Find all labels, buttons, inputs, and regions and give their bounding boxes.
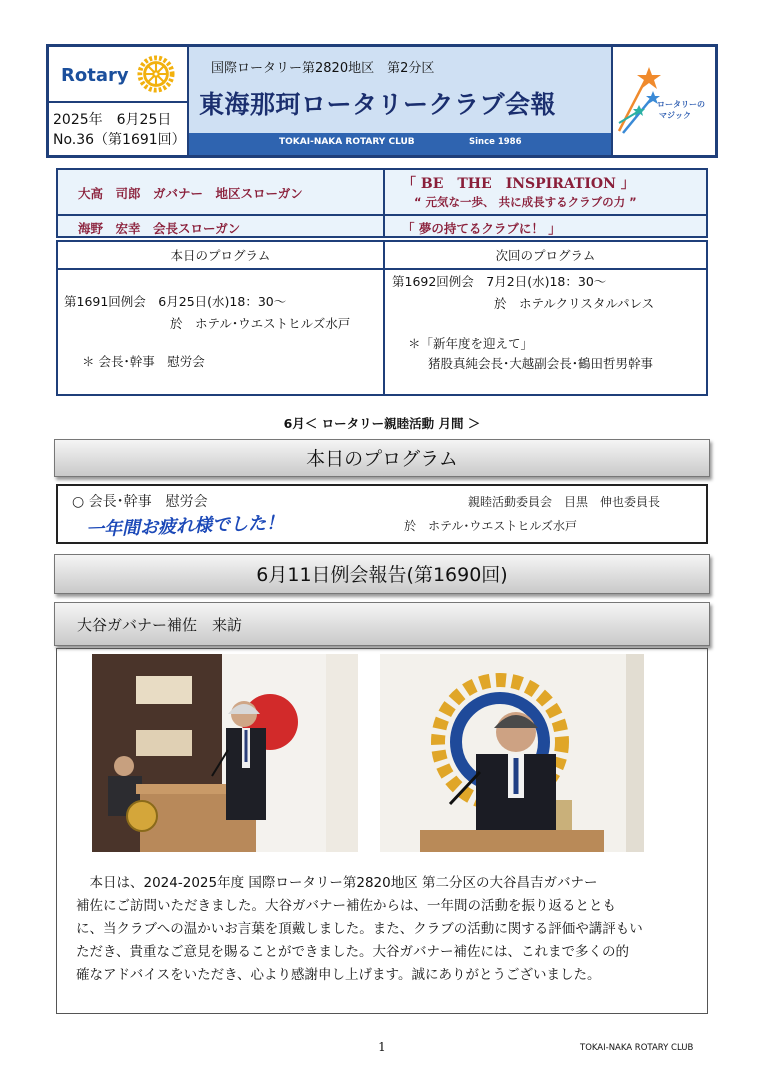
today-program-item: ○ 会長･幹事 慰労会 [72,494,208,510]
month-theme: 6月＜ ロータリー親睦活動 月間 ＞ [283,416,481,431]
theme-logo-text [657,99,705,121]
next-program-header: 次回のプログラム [495,248,596,263]
report-subtitle-banner: 大谷ガバナー補佐 来訪 [54,602,710,646]
newsletter-title: 東海那珂ロータリークラブ会報 [199,90,557,119]
today-program-venue: 於 ホテル･ウエストヒルズ水戸 [404,519,578,533]
next-venue: 於 ホテルクリスタルパレス [494,296,655,311]
governor-slogan-english: 「 BE THE INSPIRATION 」 [402,176,635,192]
logo-cell [49,47,189,103]
next-meeting: 第1692回例会 7月2日(水)18：30～ [392,274,607,289]
issue-date: 2025年 6月25日 [53,112,172,128]
slogan-table [56,168,708,238]
slogan-row-divider [58,214,706,216]
theme-logo-line2: マジック [659,111,691,120]
slogan-divider [383,170,385,236]
report-body [76,872,696,987]
theme-logo-cell [611,47,715,155]
since-year: Since 1986 [469,137,522,147]
club-name-english: TOKAI-NAKA ROTARY CLUB [279,137,415,147]
program-table [56,240,708,396]
president-slogan-label: 海野 宏幸 会長スローガン [78,221,241,236]
meeting-report-banner: 6月11日例会報告(第1690回) [54,554,710,594]
report-line-4: ただき、貴重なご意見を賜ることができました。大谷ガバナー補佐には、これまで多くの的 [76,944,629,960]
next-speakers: 猪股真純会長･大越副会長･鶴田哲男幹事 [428,356,654,371]
photo-speaker-closeup [380,654,644,852]
today-venue: 於 ホテル･ウエストヒルズ水戸 [170,316,351,331]
governor-slogan-japanese: “ 元気な一歩、 共に成長するクラブの力 ” [414,195,637,209]
report-line-2: 補佐にご訪問いただきました。大谷ガバナー補佐からは、一年間の活動を振り返るととも [76,898,616,914]
president-slogan: 「 夢の持てるクラブに！ 」 [402,221,561,236]
photo-speaker-podium [92,654,358,852]
rotary-wordmark: Rotary [61,65,129,86]
today-meeting: 第1691回例会 6月25日(水)18：30～ [64,294,287,309]
handwritten-message: 一年間お疲れ様でした！ [85,512,285,541]
next-item: ＊「新年度を迎えて」 [408,336,534,351]
program-header-divider [58,268,706,270]
theme-logo-line1: ロータリーの [657,100,705,109]
issue-info-cell [49,103,189,155]
program-divider [383,242,385,394]
rotary-wheel-icon [137,55,175,93]
report-line-5: 確なアドバイスをいただき、心より感謝申し上げます。誠にありがとうございました。 [76,967,601,983]
today-item: ＊ 会長･幹事 慰労会 [82,354,205,369]
club-name-bar [189,133,611,155]
report-line-3: に、当クラブへの温かいお言葉を頂戴しました。また、クラブの活動に関する評価や講評もい [76,921,643,937]
district-label: 国際ロータリー第2820地区 第2分区 [211,61,435,76]
governor-slogan-label: 大高 司郎 ガバナー 地区スローガン [78,186,303,201]
committee-chair: 親睦活動委員会 目黒 伸也委員長 [468,495,661,509]
footer-club-name: TOKAI-NAKA ROTARY CLUB [580,1043,694,1053]
today-program-header: 本日のプログラム [170,248,271,263]
today-program-banner: 本日のプログラム [54,439,710,477]
report-line-1: 本日は、2024-2025年度 国際ロータリー第2820地区 第二分区の大谷昌吉ガバナー [76,875,598,891]
issue-number: No.36（第1691回） [53,132,186,148]
newsletter-header [46,44,718,158]
title-cell [189,47,611,155]
page-number: 1 [378,1040,386,1054]
today-program-box [56,484,708,544]
